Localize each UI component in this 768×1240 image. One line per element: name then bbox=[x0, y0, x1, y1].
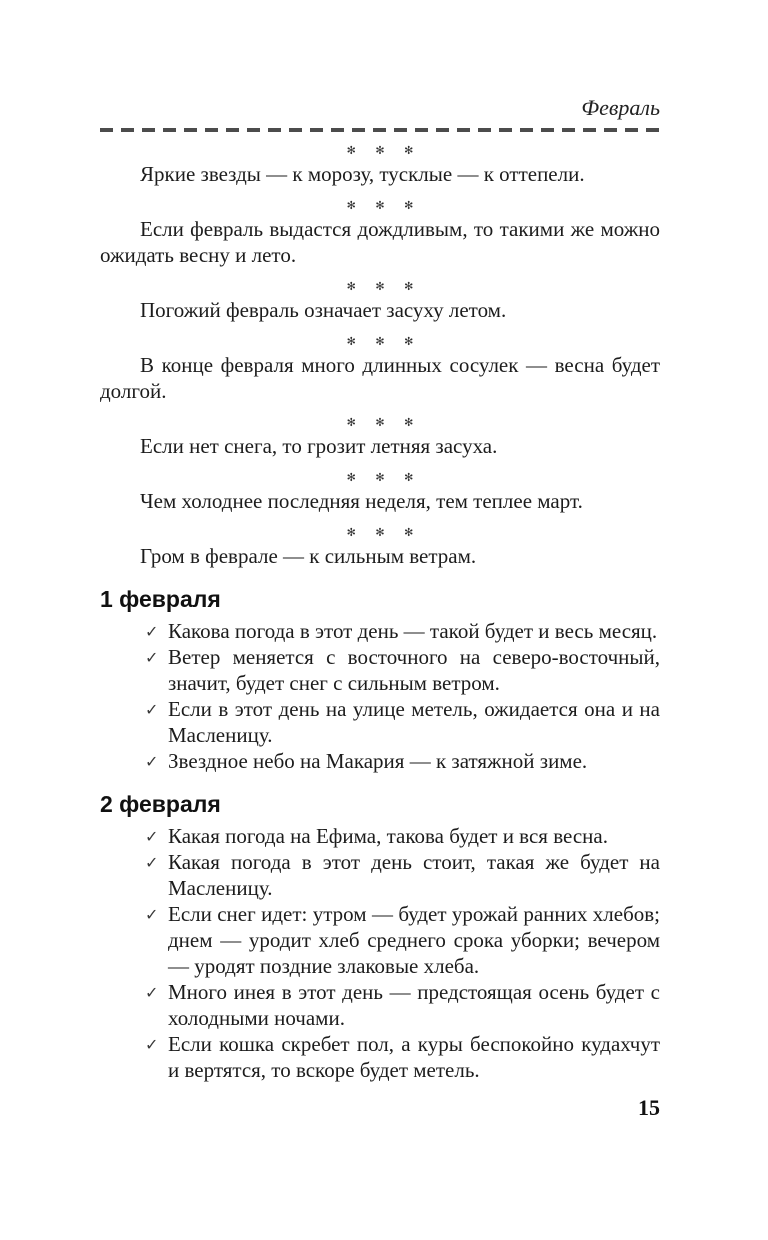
list-item-text: Какая погода на Ефима, такова будет и вся весна. bbox=[168, 824, 608, 848]
aphorism-block bbox=[100, 416, 660, 459]
checkmark-icon: ✓ bbox=[145, 1035, 159, 1054]
list-item bbox=[145, 618, 660, 644]
aphorism-block bbox=[100, 335, 660, 404]
ornament-separator-icon: ✻ ✻ ✻ bbox=[346, 144, 414, 157]
checkmark-icon: ✓ bbox=[145, 752, 159, 771]
list-item-text: Звездное небо на Макария — к затяжной зиме. bbox=[168, 749, 588, 773]
checkmark-icon: ✓ bbox=[145, 622, 159, 641]
checkmark-icon: ✓ bbox=[145, 700, 159, 719]
ornament-separator-icon: ✻ ✻ ✻ bbox=[346, 416, 414, 429]
aphorism-block bbox=[100, 280, 660, 323]
ornament-separator-icon: ✻ ✻ ✻ bbox=[346, 280, 414, 293]
list-item-text: Много инея в этот день — предстоящая осень будет с холодными ночами. bbox=[168, 980, 660, 1030]
list-item bbox=[145, 696, 660, 748]
aphorism-text: В конце февраля много длинных сосулек — весна будет долгой. bbox=[100, 353, 660, 403]
list-item-text: Если кошка скребет пол, а куры беспокойно кудахчут и вертятся, то вскоре будет метель. bbox=[168, 1032, 660, 1082]
section-heading-feb-2: 2 февраля bbox=[100, 791, 221, 817]
ornament-separator-icon: ✻ ✻ ✻ bbox=[346, 526, 414, 539]
section-heading-feb-1: 1 февраля bbox=[100, 586, 221, 612]
aphorism-block bbox=[100, 144, 660, 187]
list-item-text: Ветер меняется с восточного на северо-восточный, значит, будет снег с сильным ветром. bbox=[168, 645, 660, 695]
list-item bbox=[145, 849, 660, 901]
checkmark-icon: ✓ bbox=[145, 905, 159, 924]
list-item-text: Если снег идет: утром — будет урожай ранних хлебов; днем — уродит хлеб среднего срока уборки; вечером — уродят поздние злаковые хлеба. bbox=[168, 902, 660, 978]
aphorism-block bbox=[100, 526, 660, 569]
aphorism-text: Гром в феврале — к сильным ветрам. bbox=[140, 544, 477, 568]
checkmark-icon: ✓ bbox=[145, 827, 159, 846]
page-number: 15 bbox=[638, 1095, 660, 1120]
list-item-text: Если в этот день на улице метель, ожидается она и на Масленицу. bbox=[168, 697, 660, 747]
aphorism-block bbox=[100, 199, 660, 268]
list-item bbox=[145, 644, 660, 696]
running-header: Февраль bbox=[581, 95, 660, 120]
list-item bbox=[145, 901, 660, 979]
aphorism-text: Если февраль выдастся дождливым, то такими же можно ожидать весну и лето. bbox=[100, 217, 660, 267]
aphorism-text: Яркие звезды — к морозу, тусклые — к оттепели. bbox=[140, 162, 585, 186]
checkmark-icon: ✓ bbox=[145, 853, 159, 872]
ornament-separator-icon: ✻ ✻ ✻ bbox=[346, 335, 414, 348]
list-item bbox=[145, 823, 660, 849]
list-item-text: Какая погода в этот день стоит, такая же будет на Масленицу. bbox=[168, 850, 660, 900]
ornament-separator-icon: ✻ ✻ ✻ bbox=[346, 471, 414, 484]
list-item bbox=[145, 1031, 660, 1083]
list-item bbox=[145, 748, 660, 774]
list-item-text: Какова погода в этот день — такой будет и весь месяц. bbox=[168, 619, 658, 643]
dashed-rule bbox=[100, 128, 660, 132]
aphorism-text: Погожий февраль означает засуху летом. bbox=[140, 298, 507, 322]
list-item bbox=[145, 979, 660, 1031]
aphorism-block bbox=[100, 471, 660, 514]
aphorism-text: Если нет снега, то грозит летняя засуха. bbox=[140, 434, 498, 458]
checkmark-icon: ✓ bbox=[145, 983, 159, 1002]
checkmark-icon: ✓ bbox=[145, 648, 159, 667]
aphorism-text: Чем холоднее последняя неделя, тем теплее март. bbox=[140, 489, 583, 513]
page-content bbox=[100, 0, 660, 1121]
ornament-separator-icon: ✻ ✻ ✻ bbox=[346, 199, 414, 212]
signs-list-feb-2 bbox=[100, 823, 660, 1083]
signs-list-feb-1 bbox=[100, 618, 660, 774]
